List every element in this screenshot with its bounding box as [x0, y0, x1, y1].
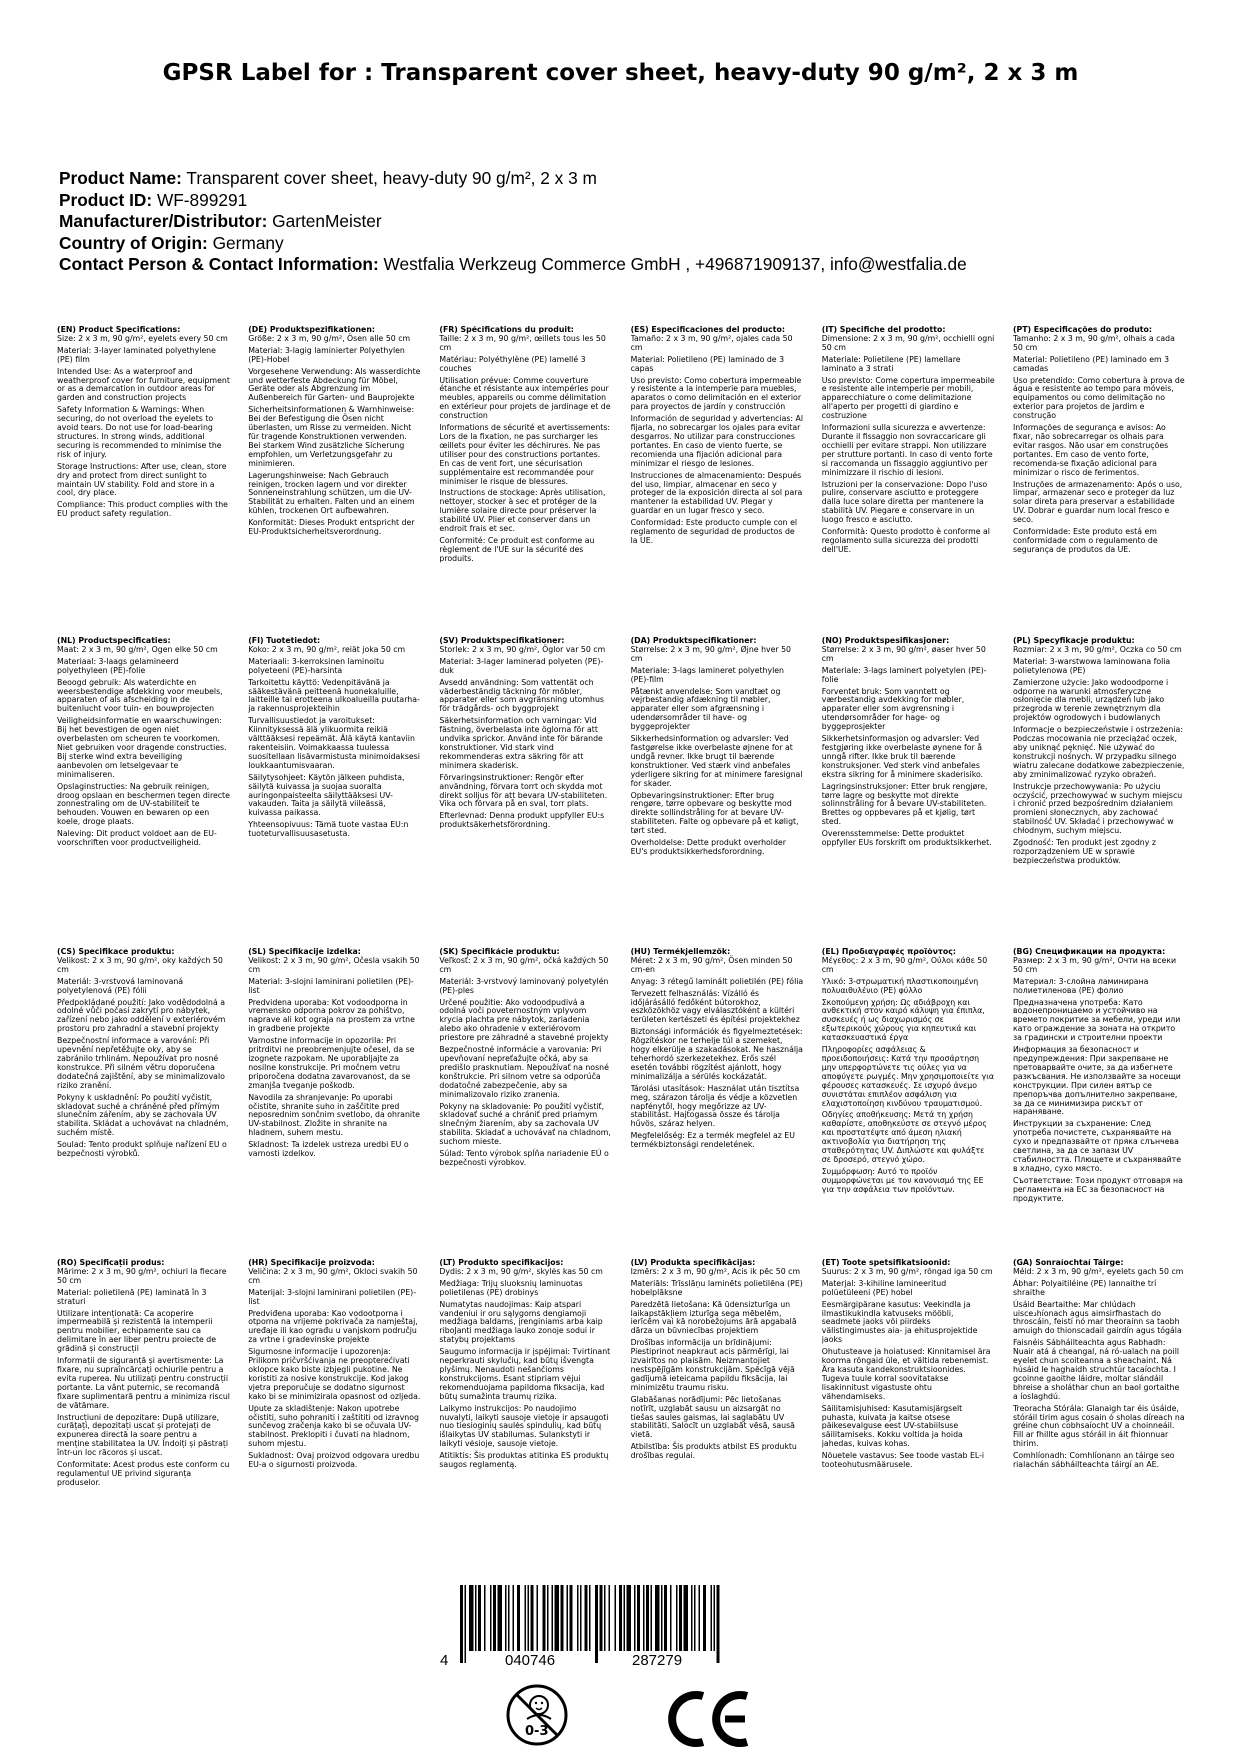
spec-paragraph: Avsedd användning: Som vattentät och väderbeständig täckning för möbler, apparater eller som avgränsning utomhus för trädgårds- och byggprojekt	[439, 677, 604, 714]
spec-paragraph: Storlek: 2 x 3 m, 90 g/m², Öglor var 50 cm	[439, 644, 606, 654]
spec-paragraph: Οδηγίες αποθήκευσης: Μετά τη χρήση καθαρίστε, αποθηκεύστε σε στεγνό μέρος και προστατέψτε από άμεση ηλιακή ακτινοβολία για διατήρηση της σταθερότητας UV. Διπλώστε και φυλάξτε σε δροσερό, στεγνό χώρο.	[821, 1110, 987, 1164]
info-line	[59, 168, 1199, 190]
spec-paragraph: Informations de sécurité et avertissements: Lors de la fixation, ne pas surcharger les œillets pour éviter les déchirures. Ne pas utiliser pour des constructions portantes. En cas de vent fort, une sécurisation supplémentaire est recommandée pour minimiser le risque de blessures.	[439, 423, 611, 486]
spec-paragraph: Utilizare intenționată: Ca acoperire impermeabilă și rezistentă la intemperii pentru mobilier, echipamente sau ca delimitare în aer liber pentru proiecte de grădină și construcții	[57, 1308, 217, 1354]
barcode-bar	[469, 1585, 474, 1651]
spec-paragraph: Instrucciones de almacenamiento: Después del uso, limpiar, almacenar en seco y proteger de la exposición directa al sol para mantener la estabilidad UV. Plegar y guardar en un lugar fresco y seco.	[630, 470, 803, 516]
spec-section	[57, 1259, 230, 1570]
barcode-bar	[661, 1585, 663, 1651]
info-value: WF-899291	[156, 189, 248, 210]
info-label: Product ID:	[59, 189, 153, 210]
spec-paragraph: Tervezett felhasználás: Vízálló és időjárásálló fedőként bútorokhoz, eszközökhöz vagy elválasztóként a kültéri területen kertészeti és építési projektekhez	[630, 988, 800, 1025]
spec-paragraph: Soulad: Tento produkt splňuje nařízení EU o bezpečnosti výrobků.	[57, 1140, 227, 1159]
spec-paragraph: Súlad: Tento výrobok spĺňa nariadenie EÚ o bezpečnosti výrobkov.	[439, 1149, 609, 1167]
spec-section	[57, 326, 230, 637]
spec-heading: (DE) Produktspezifikationen:	[248, 326, 375, 334]
spec-paragraph: Sigurnosne informacije i upozorenja: Prilikom pričvršćivanja ne preopterećivati oklopce kako biste izbjegli pukotine. Ne koristiti za nosive konstrukcije. Kod jakog vjetra preporučuje se dodatno sigurnost kako bi se minimizirala opasnost od ozljeda.	[248, 1347, 421, 1401]
barcode-bar	[664, 1585, 667, 1651]
barcode-bar	[637, 1585, 640, 1651]
spec-paragraph: Conformitate: Acest produs este conform cu regulamentul UE privind siguranța produselor.	[57, 1460, 230, 1487]
spec-paragraph: Materiale: 3-lags laminert polyetylen (PE)-folie	[821, 665, 987, 684]
barcode-bar	[478, 1585, 481, 1651]
spec-paragraph: Ohutusteave ja hoiatused: Kinnitamisel ära koorma rõngaid üle, et vältida rebenemist. Ära kasuta kandekonstruktsioonides. Tugeva tuule korral soovitatakse lisakinnitust vigastuste ohtu vähendamiseks.	[821, 1347, 991, 1401]
spec-paragraph: Předpokládané použití: Jako vodědodolná a odolné vůči počasí zakrytí pro nábytek, zařízení nebo jako oddělení v exteriérovém prostoru pro zahradní a stavební projekty	[57, 997, 226, 1034]
spec-paragraph: Mărime: 2 x 3 m, 90 g/m², ochiuri la fiecare 50 cm	[57, 1266, 227, 1285]
barcode-bar	[493, 1585, 496, 1651]
spec-paragraph: Úsáid Beartaithe: Mar chlúdach uisceدhíonach agus aimsirfhastach do throscáin, feistí nó mar theorainn sa taobh amuigh do thionscadail gairdín agus tógála	[1012, 1299, 1182, 1336]
spec-paragraph: Drošības informācija un brīdinājumi: Piestiprinot neapkraut acis pārmērīgi, lai izvairītos no plaisām. Neizmantojiet nestspējīgām konstrukcijām. Spēcīgā vējā gadījumā ieteicama papildu fiksācija, lai minimizētu traumu risku.	[630, 1338, 795, 1392]
barcode-bar	[561, 1585, 564, 1651]
spec-paragraph: Materiaal: 3-laags gelamineerd polyethyleen (PE)-folie	[57, 656, 179, 675]
spec-heading: (HR) Specifikacije proizvoda:	[248, 1259, 375, 1267]
spec-paragraph: Medžiaga: Trijų sluoksnių laminuotas polietilenas (PE) drobinys	[439, 1278, 583, 1297]
spec-paragraph: Instrucțiuni de depozitare: După utilizare, curățați, depozitați uscat și protejați de expunerea directă la soare pentru a menține stabilitatea la UV. Îndoiți și păstrați într-un loc răcoros și uscat.	[57, 1412, 229, 1458]
spec-paragraph: Förvaringsinstruktioner: Rengör efter användning, förvara torrt och skydda mot direkt solljus för att bevara UV-stabiliteten. Vika och förvara på en sval, torr plats.	[439, 772, 608, 809]
barcode-bar	[651, 1585, 653, 1651]
spec-heading: (SK) Špecifikácie produktu:	[439, 948, 560, 956]
spec-heading: (HU) Termékjellemzők:	[630, 948, 731, 956]
barcode-bar	[711, 1585, 713, 1651]
barcode-bar	[694, 1585, 696, 1651]
barcode-bar	[547, 1585, 549, 1651]
barcode-bar	[703, 1585, 706, 1651]
spec-heading: (NL) Productspecificaties:	[57, 637, 171, 645]
spec-section	[631, 326, 804, 637]
barcode-bar	[490, 1585, 492, 1651]
spec-paragraph: Instrukcje przechowywania: Po użyciu oczyścić, przechowywać w suchym miejscu i chronić przed bezpośrednim działaniem promieni słonecznych, aby zachować stabilność UV. Składać i przechowywać w chłodnym, suchym miejscu.	[1012, 781, 1183, 836]
barcode-bar	[624, 1585, 626, 1651]
barcode-bar	[627, 1585, 632, 1651]
barcode-bar	[513, 1585, 515, 1651]
spec-heading: (FR) Spécifications du produit:	[439, 326, 574, 334]
spec-paragraph: Uso pretendido: Como cobertura à prova de água e resistente ao tempo para móveis, equipamentos ou como delimitação no exterior para projetos de jardim e construção	[1012, 375, 1185, 421]
spec-paragraph: Uso previsto: Come copertura impermeabile e resistente alle intemperie per mobili, apparecchiature o come delimitazione all'aperto per progetti di giardino e costruzione	[821, 375, 995, 421]
spec-paragraph: Méid: 2 x 3 m, 90 g/m², eyelets gach 50 cm	[1012, 1266, 1184, 1276]
spec-section	[248, 326, 421, 637]
spec-paragraph: Anyag: 3 rétegű laminált polietilén (PE) fólia	[630, 976, 804, 986]
spec-paragraph: Megfelelőség: Ez a termék megfelel az EU termékbiztonsági rendeletének.	[630, 1131, 795, 1150]
info-value: GartenMeister	[272, 211, 382, 231]
spec-paragraph: Lagringsinstruksjoner: Etter bruk rengjøre, tørre lagre og beskytte mot direkte solinnstråling for å bevare UV-stabiliteten. Brettes og oppbevares på et kjølig, tørt sted.	[821, 781, 988, 827]
spec-heading: (SL) Specifikacije izdelka:	[248, 948, 361, 956]
spec-section	[57, 637, 230, 948]
spec-row	[57, 326, 1187, 637]
spec-paragraph: Предназначена употреба: Като водонепроницаемо и устойчиво на времето покритие за мебели, уреди или като ограждение за зоната на открито за градински и строителни проекти	[1012, 997, 1181, 1043]
barcode-digits-left: 4	[440, 1652, 449, 1669]
spec-paragraph: Material: 3-lagig laminierter Polyethylen (PE)-Hobel	[248, 345, 405, 364]
barcode-bar	[505, 1585, 507, 1651]
spec-paragraph: Treoracha Stórála: Glanaigh tar éis úsáide, stóráil tirim agus cosain ó sholas díreach na gréine chun cobhsaíocht UV a choinneáil. Fill ar fhillte agus stóráil in áit fhionnuar thirim.	[1012, 1403, 1185, 1449]
spec-paragraph: Sukladnost: Ovaj proizvod odgovara uredbu EU-a o sigurnosti proizvoda.	[248, 1451, 420, 1470]
spec-paragraph: Overensstemmelse: Dette produktet oppfyller EUs forskrift om produktsikkerhet.	[821, 829, 992, 848]
spec-section	[1013, 1259, 1186, 1570]
spec-paragraph: Veličina: 2 x 3 m, 90 g/m², Okloci svakih 50 cm	[248, 1266, 418, 1285]
spec-paragraph: Veľkosť: 2 x 3 m, 90 g/m², očká každých 50 cm	[439, 955, 609, 974]
spec-heading: (EL) Προδιαγραφές προϊόντος:	[821, 948, 957, 956]
spec-paragraph: Koko: 2 x 3 m, 90 g/m², reiät joka 50 cm	[248, 644, 406, 654]
spec-paragraph: Veiligheidsinformatie en waarschuwingen: Bij het bevestigen de ogen niet overbelasten om scheuren te voorkomen. Niet gebruiken voor dragende constructies. Bij sterke wind extra beveiliging aanbevolen om letselgevaar te minimaliseren.	[57, 716, 227, 779]
spec-paragraph: Sikkerhetsinformasjon og advarsler: Ved festgjøring ikke overbelaste øynene for å unngå rifter. Ikke bruk til bærende konstruksjoner. Ved sterk vind anbefales ekstra sikring for å minimere skaderisiko.	[821, 734, 984, 779]
spec-paragraph: Bezpečnostní informace a varování: Při upevnění nepřetěžujte oky, aby se zabránilo trhlinám. Nepoužívat pro nosné konstrukce. Při silném větru doporučena dodatečná zajištění, aby se minimalizovalo riziko zranění.	[57, 1036, 225, 1090]
spec-section	[631, 948, 804, 1259]
spec-paragraph: Naleving: Dit product voldoet aan de EU-voorschriften voor productveiligheid.	[57, 829, 217, 848]
barcode-bar	[717, 1585, 720, 1663]
spec-paragraph: Numatytas naudojimas: Kaip atspari vandeniui ir oru sąlygoms dengiamoji medžiaga baldams, įrenginiams arba kaip riboJanti medžiaga lauko zonoje sodui ir statybų projektams	[439, 1299, 603, 1345]
barcode-bar	[484, 1585, 486, 1651]
spec-paragraph: Størrelse: 2 x 3 m, 90 g/m², øaser hver 50 cm	[821, 644, 986, 663]
spec-paragraph: Konformität: Dieses Produkt entspricht der EU-Produktsicherheitsverordnung.	[248, 518, 415, 537]
barcode-bar	[585, 1585, 588, 1651]
spec-paragraph: Material: Polietileno (PE) laminado em 3 camadas	[1012, 354, 1170, 373]
barcode-digits-mid: 040746	[505, 1652, 556, 1669]
spec-paragraph: Lagerungshinweise: Nach Gebrauch reinigen, trocken lagern und vor direkter Sonneneinstrahlung schützen, um die UV-Stabilität zu erhalten. Falten und an einem kühlen, trockenen Ort aufbewahren.	[248, 470, 415, 516]
barcode-bar	[600, 1585, 603, 1651]
spec-heading: (PT) Especificações do produto:	[1012, 326, 1152, 334]
spec-paragraph: Conformité: Ce produit est conforme au règlement de l'UE sur la sécurité des produits.	[439, 535, 595, 563]
barcode-bar	[525, 1585, 527, 1651]
spec-paragraph: Size: 2 x 3 m, 90 g/m², eyelets every 50 cm	[57, 333, 228, 343]
spec-heading: (RO) Specificații produs:	[57, 1259, 165, 1267]
info-label: Manufacturer/Distributor:	[59, 211, 268, 231]
barcode-bar	[567, 1585, 569, 1651]
barcode-bar	[619, 1585, 622, 1651]
spec-paragraph: Material: Polietileno (PE) laminado de 3 capas	[630, 354, 785, 373]
spec-paragraph: Opbevaringsinstruktioner: Efter brug rengøre, tørre opbevare og beskytte mod direkte sollindstråling for at bevare UV-stabiliteten. Falte og opbevare på et køligt, tørt sted.	[630, 790, 799, 836]
spec-paragraph: Materiál: 3-vrstvová laminovaná polyetylenová (PE) fólii	[57, 976, 184, 995]
spec-section	[1013, 948, 1186, 1259]
barcode-digits-right: 287279	[632, 1652, 683, 1669]
spec-paragraph: Informații de siguranță și avertismente: La fixare, nu supraîncărcați ochiurile pentru a evita ruperea. Nu utilizați pentru construcții portante. La vânt puternic, se recomandă fixare suplimentară pentru a minimiza riscul de vătămare.	[57, 1356, 230, 1410]
spec-section	[248, 1259, 421, 1570]
spec-paragraph: Størrelse: 2 x 3 m, 90 g/m², Øjne hver 50 cm	[630, 644, 792, 663]
spec-row	[57, 1259, 1187, 1570]
spec-paragraph: Μέγεθος: 2 x 3 m, 90 g/m², Ούλοι κάθε 50 cm	[821, 955, 988, 974]
barcode-bar	[517, 1585, 520, 1651]
spec-paragraph: Informacje o bezpieczeństwie i ostrzeżenia: Podczas mocowania nie przeciążać oczek, aby uniknąć pęknięć. Nie używać do konstrukcji nośnych. W przypadku silnego wiatru zalecane dodatkowe zabezpieczenie, aby zminimalizować ryzyko obrażeń.	[1012, 725, 1185, 779]
spec-paragraph: Utilisation prévue: Comme couverture étanche et résistante aux intempéries pour meubles, appareils ou comme délimitation en extérieur pour projets de jardinage et de construction	[439, 375, 611, 421]
spec-heading: (EN) Product Specifications:	[57, 326, 181, 334]
barcode-bar	[679, 1585, 682, 1651]
spec-heading: (FI) Tuotetiedot:	[248, 637, 321, 645]
spec-paragraph: Pokyny k uskladnění: Po použití vyčistit, skladovat suché a chráněné před přímým slunečním zářením, aby se zachovala UV stabilita. Skládat a uchovávat na chladném, suchém místě.	[57, 1092, 229, 1138]
spec-paragraph: Matériau: Polyéthylène (PE) lamellé 3 couches	[439, 354, 586, 373]
info-line	[59, 190, 1199, 212]
spec-paragraph: Skladnost: Ta izdelek ustreza uredbi EU o varnosti izdelkov.	[248, 1140, 409, 1159]
info-label: Contact Person & Contact Information:	[59, 254, 379, 274]
spec-paragraph: Conformidade: Este produto está em conformidade com o regulamento de segurança de produtos da UE.	[1012, 527, 1158, 554]
barcode-bar	[465, 1585, 467, 1663]
page-title: GPSR Label for : Transparent cover sheet, heavy-duty 90 g/m², 2 x 3 m	[162, 60, 1079, 86]
barcode-bar	[498, 1585, 503, 1651]
barcode-bar	[555, 1585, 560, 1651]
spec-paragraph: Uso previsto: Como cobertura impermeable y resistente a la intemperie para muebles, aparatos o como delimitación en el exterior para proyectos de jardín y construcción	[630, 375, 802, 412]
spec-paragraph: Σκοπούμενη χρήση: Ως αδιάβροχη και ανθεκτική στον καιρό κάλυψη για έπιπλα, συσκευές ή ως διαχωρισμός σε εξωτερικούς χώρους για κηπευτικά και κατασκευαστικά έργα	[821, 997, 985, 1043]
spec-row	[57, 637, 1187, 948]
spec-heading: (CS) Specifikace produktu:	[57, 948, 175, 956]
barcode-bar	[684, 1585, 689, 1651]
spec-paragraph: Materiale: 3-lags lamineret polyethylen (PE)-film	[630, 665, 784, 684]
spec-paragraph: Comhlíonadh: Comhlíonann an táirge seo rialachán sábháilteachta táirgí an AE.	[1012, 1451, 1175, 1470]
barcode-bar	[643, 1585, 645, 1651]
spec-heading: (LV) Produkta specifikācijas:	[630, 1259, 756, 1267]
spec-paragraph: Predvidena uporaba: Kot vodoodporna in vremensko odporna pokrov za pohištvo, naprave ali kot ograja na prostem za vrtne in gradbene projekte	[248, 997, 415, 1034]
spec-paragraph: Dydis: 2 x 3 m, 90 g/m², skylės kas 50 cm	[439, 1266, 603, 1276]
spec-paragraph: Påtænkt anvendelse: Som vandtæt og vejrbestandig afdækning til møbler, apparater eller som afgrænsning i udendørsområder til have- og byggeprojekter	[630, 686, 781, 732]
spec-paragraph: Storage Instructions: After use, clean, store dry and protect from direct sunlight to maintain UV stability. Fold and store in a cool, dry place.	[57, 461, 227, 498]
spec-section	[631, 1259, 804, 1570]
spec-paragraph: Compliance: This product complies with the EU product safety regulation.	[57, 500, 228, 519]
spec-section	[439, 1259, 612, 1570]
spec-paragraph: Υλικό: 3-στρωματική πλαστικοποιημένη πολυαιθυλένιο (PE) φύλλο	[821, 976, 979, 995]
spec-paragraph: Upute za skladištenje: Nakon upotrebe očistiti, suho pohraniti i zaštititi od izravnog sunčevog zračenja kako bi se očuvala UV-stabilnost. Preklopiti i čuvati na hladnom, suhom mjestu.	[248, 1403, 419, 1449]
spec-paragraph: Materiál: 3-vrstvový laminovaný polyetylén (PE)-ples	[439, 976, 609, 995]
barcode-bar	[604, 1585, 606, 1651]
spec-grid	[57, 326, 1187, 1570]
spec-paragraph: Съответствие: Този продукт отговаря на регламента на ЕС за безопасност на продуктите.	[1012, 1175, 1183, 1203]
spec-paragraph: Velikost: 2 x 3 m, 90 g/m², oky každých 50 cm	[57, 955, 223, 974]
spec-paragraph: Rozmiar: 2 x 3 m, 90 g/m², Oczka co 50 cm	[1012, 644, 1182, 654]
spec-heading: (NO) Produktspesifikasjoner:	[821, 637, 950, 645]
spec-section	[439, 637, 612, 948]
spec-paragraph: Materiāls: Trīsslāņu laminēts polietilēna (PE) hobelplāksne	[630, 1278, 803, 1297]
barcode-bar	[589, 1585, 591, 1651]
info-line	[59, 233, 1199, 255]
spec-paragraph: Instruções de armazenamento: Após o uso, limpar, armazenar seco e proteger da luz solar direta para preservar a estabilidade UV. Dobrar e guardar num local fresco e seco.	[1012, 479, 1183, 525]
barcode-bar	[577, 1585, 579, 1651]
spec-paragraph: Izmērs: 2 x 3 m, 90 g/m², Acis ik pēc 50 cm	[630, 1266, 801, 1276]
info-value: Westfalia Werkzeug Commerce GmbH , +496871909137, info@westfalia.de	[383, 254, 967, 274]
spec-section	[1013, 637, 1186, 948]
spec-paragraph: Instructions de stockage: Après utilisation, nettoyer, stocker à sec et protéger de la lumière solaire directe pour préserver la stabilité UV. Plier et conserver dans un endroit frais et sec.	[439, 488, 606, 534]
product-info	[59, 168, 1199, 276]
info-line	[59, 211, 1199, 233]
spec-paragraph: Pokyny na skladovanie: Po použití vyčistiť, skladovať suché a chrániť pred priamym slnečným žiarením, aby sa zachovala UV stabilita. Skladať a uchovávať na chladnom, suchom mieste.	[439, 1101, 611, 1147]
spec-paragraph: Ábhar: Polyaitiléine (PE) lannaithe trí shraithe	[1012, 1278, 1157, 1297]
spec-paragraph: Informações de segurança e avisos: Ao fixar, não sobrecarregar os olhais para evitar rasgos. Não usar em construções portantes. Em caso de vento forte, recomenda-se fixação adicional para minimizar o risco de ferimentos.	[1012, 423, 1169, 477]
spec-paragraph: Atitiktis: Šis produktas atitinka ES produktų saugos reglamentą.	[439, 1451, 609, 1470]
spec-paragraph: Navodila za shranjevanje: Po uporabi očistite, shranite suho in zaščitite pred neposrednim sončnim svetlobo, da ohranite UV-stabilnost. Zložite in shranite na hladnem, suhem mestu.	[248, 1092, 420, 1138]
spec-paragraph: Paredzētā lietošana: Kā ūdensizturīga un laikapstākļiem izturīga sega mēbelēm, ierīcēm vai kā norobežojums ārā apgabalā dārza un būvniecības projektiem	[630, 1299, 797, 1336]
spec-paragraph: Materiale: Polietilene (PE) lamellare laminato a 3 strati	[821, 354, 961, 373]
spec-paragraph: Atbilstība: Šis produkts atbilst ES produktu drošības regulai.	[630, 1442, 797, 1461]
barcode-bar	[580, 1585, 582, 1651]
barcode-bar	[646, 1585, 649, 1651]
spec-heading: (GA) Sonraíochtaí Táirge:	[1012, 1259, 1124, 1267]
spec-paragraph: Größe: 2 x 3 m, 90 g/m², Ösen alle 50 cm	[248, 333, 411, 343]
spec-paragraph: Efterlevnad: Denna produkt uppfyller EU:s produktsäkerhetsförordning.	[439, 811, 605, 830]
svg-text:0-3: 0-3	[525, 1724, 549, 1739]
info-line	[59, 254, 1199, 276]
spec-paragraph: Tamaño: 2 x 3 m, 90 g/m², ojales cada 50 cm	[630, 333, 793, 352]
spec-heading: (PL) Specyfikacje produktu:	[1012, 637, 1135, 645]
spec-paragraph: Saugumo informacija ir įspėjimai: Tvirtinant neperkrauti skylučių, kad būtų išvengta plyšimų. Nenaudoti nešančioms konstrukcijoms. Esant stipriam vėjui rekomenduojama papildoma fiksacija, kad būtų sumažinta traumų rizika.	[439, 1347, 611, 1401]
barcode-bar	[714, 1585, 716, 1651]
barcode-bar	[609, 1585, 611, 1651]
spec-paragraph: Πληροφορίες ασφάλειας & προειδοποιήσεις: Κατά την προσάρτηση μην υπερφορτώνετε τις ούλες για να αποφύγετε ρωγμές. Μην χρησιμοποιείτε για φέρουσες κατασκευές. Σε ισχυρό άνεμο συνιστάται επιπλέον ασφάλιση για ελαχιστοποίηση κινδύνου τραυματισμού.	[821, 1045, 994, 1108]
spec-paragraph: Yhteensopivuus: Tämä tuote vastaa EU:n tuoteturvallisuusasetusta.	[248, 820, 409, 839]
spec-paragraph: Conformità: Questo prodotto è conforme al regolamento sulla sicurezza dei prodotti dell'UE.	[821, 527, 990, 554]
spec-paragraph: Biztonsági információk és figyelmeztetések: Rögzítéskor ne terhelje túl a szemeket, hogy elkerülje a szakadásokat. Ne használja teherhordó szerkezetekhez. Erős szél esetén további rögzítést ajánlott, hogy minimalizálja a sérülés kockázatát.	[630, 1027, 803, 1081]
barcode-bar	[595, 1585, 598, 1663]
info-label: Product Name:	[59, 168, 182, 188]
spec-heading: (ES) Especificaciones del producto:	[630, 326, 785, 334]
spec-heading: (IT) Specifiche del prodotto:	[821, 326, 946, 334]
spec-section	[822, 326, 995, 637]
barcode-bar	[531, 1585, 534, 1651]
ce-mark-icon	[667, 1690, 751, 1748]
barcode-bar	[655, 1585, 660, 1651]
barcode-bar	[691, 1585, 693, 1651]
spec-paragraph: Bezpečnostné informácie a varovania: Pri upevňovaní nepreťažujte očká, aby sa predišlo prasknutiam. Nepoužívať na nosné konštrukcie. Pri silnom vetre sa odporúča dodatočné zabezpečenie, aby sa minimalizovalo riziko zranenia.	[439, 1045, 609, 1099]
barcode-bar	[634, 1585, 636, 1651]
spec-paragraph: Taille: 2 x 3 m, 90 g/m², œillets tous les 50 cm	[439, 333, 606, 352]
spec-row	[57, 948, 1187, 1259]
spec-paragraph: Tamanho: 2 x 3 m, 90 g/m², olhais a cada 50 cm	[1012, 333, 1175, 352]
spec-paragraph: Material: 3-lager laminerad polyeten (PE)-duk	[439, 656, 604, 675]
spec-paragraph: Material: 3-slojni laminirani polietilen (PE)-list	[248, 976, 414, 995]
spec-paragraph: Sikkerhedsinformation og advarsler: Ved fastgørelse ikke overbelaste øjnene for at undgå revner. Ikke brugt til bærende konstruktioner. Ved stærk vind anbefales yderligere sikring for at minimere faresignal for skader.	[630, 734, 803, 788]
info-value: Transparent cover sheet, heavy-duty 90 g/m², 2 x 3 m	[186, 168, 597, 188]
info-label: Country of Origin:	[59, 232, 208, 253]
spec-section	[439, 948, 612, 1259]
spec-paragraph: Инструкции за съхранение: След употреба почистете, съхранявайте на сухо и предпазвайте от пряка слънчева светлина, за да се запази UV стабилността. Плющете и съхранявайте в хладно, сухо място.	[1012, 1119, 1181, 1173]
spec-paragraph: Συμμόρφωση: Αυτό το προϊόν συμμορφώνεται με τον κανονισμό της ΕΕ για την ασφάλεια των προϊόντων.	[821, 1166, 984, 1194]
barcode-bar	[615, 1585, 617, 1651]
spec-paragraph: Istruzioni per la conservazione: Dopo l'uso pulire, conservare asciutto e proteggere dalla luce solare diretta per mantenere la stabilità UV. Piegare e conservare in un luogo fresco e asciutto.	[821, 479, 988, 525]
spec-section	[439, 326, 612, 637]
spec-section	[57, 948, 230, 1259]
spec-paragraph: Laikymo instrukcijos: Po naudojimo nuvalyti, laikyti sausoje vietoje ir apsaugoti nuo tiesioginių saulės spindulių, kad būtų išlaikytas UV stabilumas. Sulankstyti ir laikyti vėsioje, sausoje vietoje.	[439, 1403, 609, 1449]
spec-heading: (SV) Produktspecifikationer:	[439, 637, 565, 645]
spec-paragraph: Eesmärgipärane kasutus: Veekindla ja ilmastikukindla katvuseks mööbli, seadmete jaoks või piirdeks välistingimustes aia- ja ehitusprojektide jaoks	[821, 1299, 978, 1345]
spec-paragraph: Varnostne informacije in opozorila: Pri pritrditvi ne preobremenjujte očesel, da se izognete razpokam. Ne uporabljajte za nosilne konstrukcije. Pri močnem vetru priporočena dodatna zavarovanost, da se zmanjša tveganje poškodb.	[248, 1036, 415, 1090]
spec-paragraph: Beoogd gebruik: Als waterdichte en weersbestendige afdekking voor meubels, apparaten of als afscheiding in de buitenlucht voor tuin- en bouwprojecten	[57, 677, 223, 714]
spec-paragraph: Safety Information & Warnings: When securing, do not overload the eyelets to avoid tears. Do not use for load-bearing structures. In strong winds, additional securing is recommended to minimise the risk of injury.	[57, 405, 222, 459]
spec-paragraph: Méret: 2 x 3 m, 90 g/m², Ösen minden 50 cm-en	[630, 955, 793, 974]
spec-heading: (ET) Toote spetsifikatsioonid:	[821, 1259, 951, 1267]
spec-paragraph: Materjal: 3-kihiline lamineeritud polüetüleeni (PE) hobel	[821, 1278, 947, 1297]
barcode-bar	[570, 1585, 573, 1651]
spec-paragraph: Predviđena uporaba: Kao vodootporna i otporna na vrijeme pokrivača za namještaj, uređaje ili kao ograđu u vanjskom području za vrtne i gradevinske projekte	[248, 1308, 418, 1345]
barcode-bar	[552, 1585, 554, 1651]
spec-heading: (DA) Produktspecifikationer:	[630, 637, 757, 645]
spec-paragraph: Tárolási utasítások: Használat után tisztítsa meg, szárazon tárolja és védje a közvetlen napfénytől, hogy megőrizze az UV-stabilitást. Hajtogassa össze és tárolja hűvös, száraz helyen.	[630, 1083, 800, 1129]
barcode	[440, 1585, 740, 1665]
info-value: Germany	[212, 232, 284, 253]
spec-paragraph: Určené použitie: Ako vodoodpudivá a odolná voči poveternostným vplyvom krycia plachta pre nábytok, zariadenia alebo ako ohradenie v exteriérovom priestore pre záhradné a stavebné projekty	[439, 997, 609, 1043]
spec-heading: (BG) Спецификации на продукта:	[1012, 948, 1166, 956]
spec-paragraph: Información de seguridad y advertencias: Al fijarla, no sobrecargar los ojales para evitar desgarros. No utilizar para construcciones portantes. En caso de viento fuerte, se recomienda una fijación adicional para minimizar el riesgo de lesiones.	[630, 414, 804, 468]
spec-paragraph: Maat: 2 x 3 m, 90 g/m², Ogen elke 50 cm	[57, 644, 218, 654]
barcode-bar	[537, 1585, 539, 1651]
barcode-bar	[543, 1585, 546, 1651]
barcode-bar	[670, 1585, 672, 1651]
spec-paragraph: Forventet bruk: Som vanntett og værbestandig avdekking for møbler, apparater eller som avgrensning i utendørsområder for hage- og byggeprosjekter	[821, 686, 965, 732]
spec-paragraph: Suurus: 2 x 3 m, 90 g/m², rõngad iga 50 cm	[821, 1266, 993, 1276]
spec-paragraph: Säkerhetsinformation och varningar: Vid fästning, överbelasta inte öglorna för att undvika sprickor. Använd inte för bärande konstruktioner. Vid stark vind rekommenderas extra säkring för att minimera skaderisk.	[439, 716, 603, 770]
spec-paragraph: Overholdelse: Dette produkt overholder EU's produktsikkerhedsforordning.	[630, 838, 786, 856]
spec-paragraph: Säilytysohjeet: Käytön jälkeen puhdista, säilytä kuivassa ja suojaa suoralta auringonpaisteelta säilyttääksesi UV-vakauden. Taita ja säilytä viileässä, kuivassa paikassa.	[248, 772, 405, 818]
spec-section	[822, 1259, 995, 1570]
spec-paragraph: Materiał: 3-warstwowa laminowana folia polietylenowa (PE)	[1012, 656, 1171, 675]
spec-paragraph: Информация за безопасност и предупреждения: При закрепване не претоварвайте очите, за да избегнете разкъсвания. Не използвайте за носещи конструкции. При силен вятър се препоръчва допълнително закрепване, за да се минимизира рискът от нараняване.	[1012, 1045, 1181, 1117]
spec-section	[248, 948, 421, 1259]
spec-section	[822, 637, 995, 948]
spec-paragraph: Säilitamisjuhised: Kasutamisjärgselt puhasta, kuivata ja kaitse otsese päikesevalguse eest UV-stabiilsuse säilitamiseks. Kokku voltida ja hoida jahedas, kuivas kohas.	[821, 1403, 963, 1449]
spec-paragraph: Материал: 3-слойна ламинирана полиетиленова (PE) фолио	[1012, 976, 1149, 995]
spec-paragraph: Materijal: 3-slojni laminirani polietilen (PE)-list	[248, 1287, 417, 1306]
spec-paragraph: Material: 3-layer laminated polyethylene (PE) film	[57, 345, 216, 364]
spec-section	[631, 637, 804, 948]
barcode-bar	[676, 1585, 678, 1651]
spec-paragraph: Materiaali: 3-kerroksinen laminoitu polyeteeni (PE)-harsinta	[248, 656, 385, 675]
spec-paragraph: Informazioni sulla sicurezza e avvertenze: Durante il fissaggio non sovraccaricare gli occhielli per evitare strappi. Non utilizzare per strutture portanti. In caso di vento forte si raccomanda un fissaggio aggiuntivo per minimizzare il rischio di lesioni.	[821, 423, 993, 477]
barcode-bar	[460, 1585, 463, 1663]
spec-paragraph: Glabāšanas norādījumi: Pēc lietošanas notīrīt, uzglabāt sausu un aizsargāt no tiešas saules gaismas, lai saglabātu UV stabilitāti. Salocīt un uzglabāt vēsā, sausā vietā.	[630, 1394, 795, 1440]
barcode-bar	[508, 1585, 510, 1651]
spec-paragraph: Conformidad: Este producto cumple con el reglamento de seguridad de productos de la UE.	[630, 518, 798, 545]
spec-paragraph: Faisnéis Sábháilteachta agus Rabhadh: Nuair atá á cheangal, ná ró-ualach na poill eyelet chun scoiteanna a sheachaint. Ná húsáid le haghaidh struchtúr tacaíochta. I gcoinne gaoithe láidre, moltar slándáil bhreise a sholáthar chun an baol gortaithe a íoslaghdú.	[1012, 1338, 1180, 1401]
barcode-bar	[528, 1585, 530, 1651]
spec-paragraph: Turvallisuustiedot ja varoitukset: Kiinnityksessä älä ylikuormita reikiä välttääksesi repeämät. Älä käytä kantaviin rakenteisiin. Voimakkaassa tuulessa suositellaan lisävarmistusta minimoidaksesi loukkaantumisvaaran.	[248, 716, 420, 770]
spec-paragraph: Sicherheitsinformationen & Warnhinweise: Bei der Befestigung die Ösen nicht überlasten, um Risse zu vermeiden. Nicht für tragende Konstruktionen verwenden. Bei starkem Wind zusätzliche Sicherung empfohlen, um Verletzungsgefahr zu minimieren.	[248, 405, 415, 468]
spec-paragraph: Размер: 2 x 3 m, 90 g/m², Очти на всеки 50 cm	[1012, 955, 1177, 974]
spec-paragraph: Velikost: 2 x 3 m, 90 g/m², Očesla vsakih 50 cm	[248, 955, 420, 974]
spec-paragraph: Nõuetele vastavus: See toode vastab EL-i tooteohutusmäärusele.	[821, 1451, 985, 1470]
barcode-bar	[699, 1585, 701, 1651]
spec-section	[822, 948, 995, 1259]
spec-paragraph: Tarkoitettu käyttö: Vedenpitävänä ja sääkestävänä peitteenä huonekaluille, laitteille tai erotteena ulkoalueilla puutarha- ja rakennusprojekteihin	[248, 677, 420, 714]
spec-paragraph: Intended Use: As a waterproof and weatherproof cover for furniture, equipment or as a demarcation in outdoor areas for garden and construction projects	[57, 366, 230, 403]
barcode-bar	[475, 1585, 477, 1651]
spec-paragraph: Vorgesehene Verwendung: Als wasserdichte und wetterfeste Abdeckung für Möbel, Geräte oder als Abgrenzung im Außenbereich für Garten- und Bauprojekte	[248, 366, 421, 403]
spec-section	[248, 637, 421, 948]
not-for-children-0-3-icon	[505, 1683, 569, 1747]
spec-paragraph: Zamierzone użycie: Jako wodoodporne i odporne na warunki atmosferyczne osłonięcie dla mebli, urządzeń lub jako przegroda w terenie zewnętrznym dla projektów ogrodowych i budowlanych	[1012, 677, 1169, 723]
spec-heading: (LT) Produkto specifikacijos:	[439, 1259, 564, 1267]
spec-paragraph: Material: polietilenă (PE) laminată în 3 straturi	[57, 1287, 207, 1306]
spec-paragraph: Opslaginstructies: Na gebruik reinigen, droog opslaan en beschermen tegen directe zonnestraling om de UV-stabiliteit te behouden. Vouwen en bewaren op een koele, droge plaats.	[57, 781, 230, 827]
spec-paragraph: Dimensione: 2 x 3 m, 90 g/m², occhielli ogni 50 cm	[821, 333, 995, 352]
spec-paragraph: Zgodność: Ten produkt jest zgodny z rozporządzeniem UE w sprawie bezpieczeństwa produktów.	[1012, 838, 1156, 865]
spec-section	[1013, 326, 1186, 637]
